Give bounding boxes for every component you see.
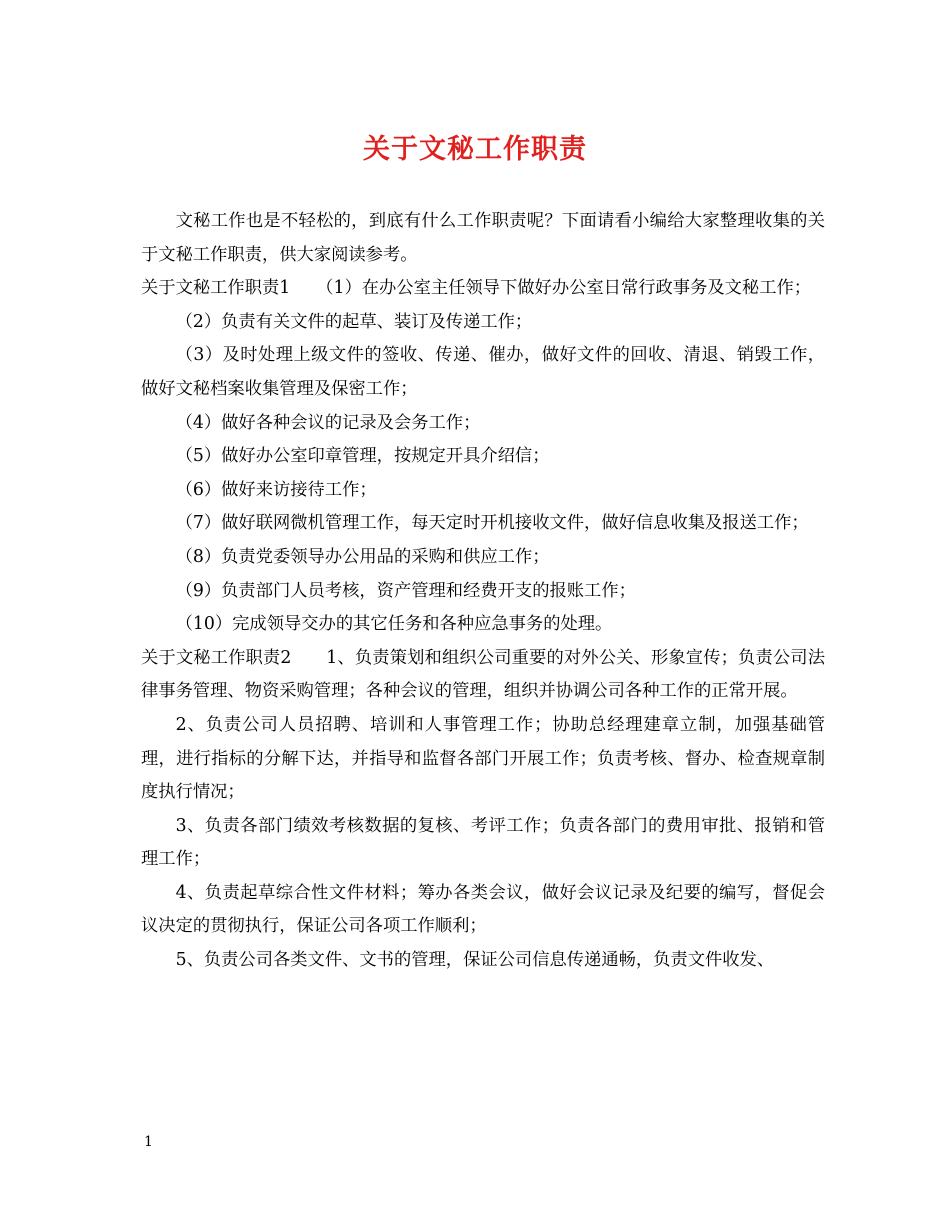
paragraph: 关于文秘工作职责1 （1）在办公室主任领导下做好办公室日常行政事务及文秘工作；: [141, 278, 812, 299]
paragraph: 关于文秘工作职责2 1、负责策划和组织公司重要的对外公关、形象宣传；负责公司法律事务管理、物资采购管理；各种会议的管理，组织并协调公司各种工作的正常开展。: [141, 647, 825, 702]
paragraph: 3、负责各部门绩效考核数据的复核、考评工作；负责各部门的费用审批、报销和管理工作；: [141, 815, 825, 870]
paragraph: 4、负责起草综合性文件材料；筹办各类会议，做好会议记录及纪要的编写，督促会议决定的贯彻执行，保证公司各项工作顺利；: [141, 882, 825, 937]
paragraph: （10）完成领导交办的其它任务和各种应急事务的处理。: [175, 614, 613, 635]
paragraph: （4）做好各种会议的记录及会务工作；: [175, 412, 481, 433]
paragraph: （9）负责部门人员考核，资产管理和经费开支的报账工作；: [175, 580, 636, 601]
page-number: 1: [144, 1134, 153, 1150]
paragraph: （6）做好来访接待工作；: [175, 479, 377, 500]
paragraph: （5）做好办公室印章管理，按规定开具介绍信；: [175, 446, 550, 467]
paragraph: （8）负责党委领导办公用品的采购和供应工作；: [175, 546, 550, 567]
paragraph: 5、负责公司各类文件、文书的管理，保证公司信息传递通畅，负责文件收发、: [175, 950, 775, 971]
document-title: 关于文秘工作职责: [363, 134, 587, 165]
document-body: [141, 205, 825, 978]
paragraph: 文秘工作也是不轻松的，到底有什么工作职责呢？下面请看小编给大家整理收集的关于文秘工作职责，供大家阅读参考。: [141, 211, 825, 265]
paragraph: 2、负责公司人员招聘、培训和人事管理工作；协助总经理建章立制，加强基础管理，进行指标的分解下达，并指导和监督各部门开展工作；负责考核、督办、检查规章制度执行情况；: [141, 714, 825, 803]
paragraph: （2）负责有关文件的起草、装订及传递工作；: [175, 311, 533, 332]
paragraph: （3）及时处理上级文件的签收、传递、催办，做好文件的回收、清退、销毁工作，做好文秘档案收集管理及保密工作；: [141, 345, 825, 399]
paragraph: （7）做好联网微机管理工作，每天定时开机接收文件，做好信息收集及报送工作；: [175, 513, 809, 534]
